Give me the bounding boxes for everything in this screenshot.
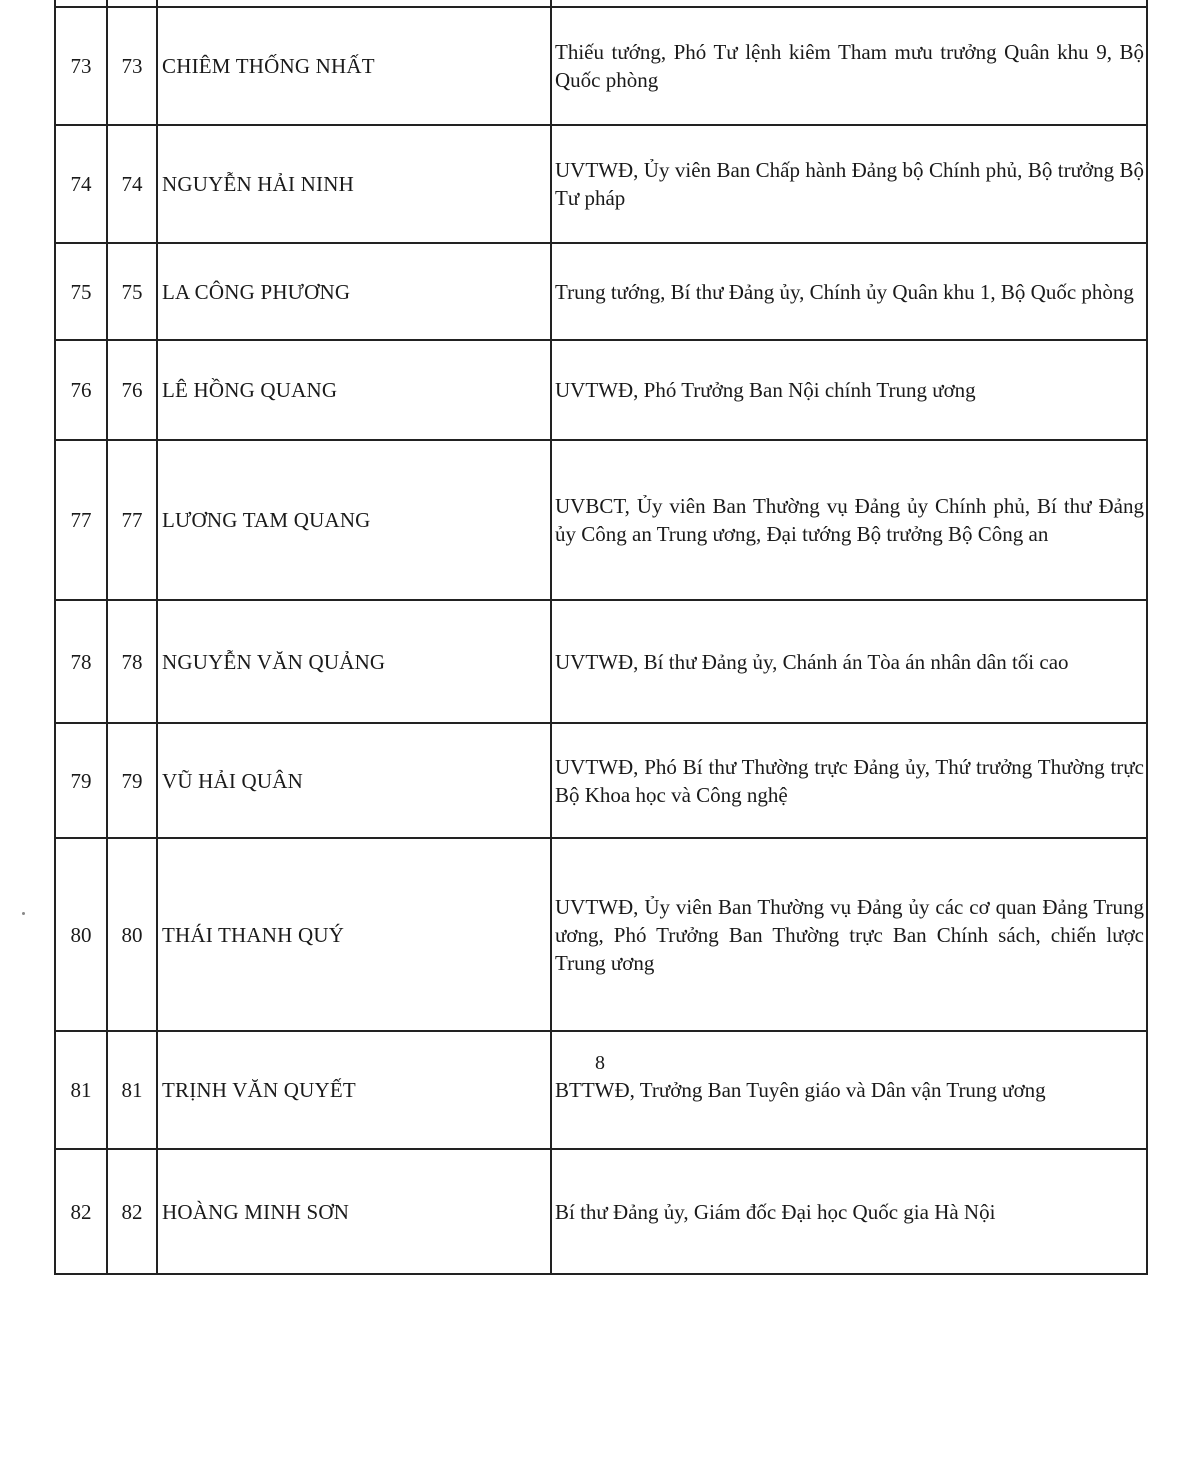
row-number: 76	[55, 340, 107, 440]
candidate-position: Trung tướng, Bí thư Đảng ủy, Chính ủy Quân khu 1, Bộ Quốc phòng	[551, 243, 1147, 340]
table-row	[55, 1149, 1147, 1274]
list-number: 77	[107, 440, 157, 600]
table-row	[55, 7, 1147, 125]
table-continuation-row	[55, 0, 1147, 7]
candidate-name: NGUYỄN VĂN QUẢNG	[157, 600, 551, 723]
candidate-position: UVTWĐ, Ủy viên Ban Thường vụ Đảng ủy các cơ quan Đảng Trung ương, Phó Trưởng Ban Thường trực Ban Chính sách, chiến lược Trung ương	[551, 838, 1147, 1031]
page-number: 8	[595, 1052, 605, 1074]
candidate-position: UVTWĐ, Phó Trưởng Ban Nội chính Trung ương	[551, 340, 1147, 440]
candidate-name: CHIÊM THỐNG NHẤT	[157, 7, 551, 125]
row-number: 79	[55, 723, 107, 838]
table-row	[55, 340, 1147, 440]
row-number: 81	[55, 1031, 107, 1149]
candidate-position: Thiếu tướng, Phó Tư lệnh kiêm Tham mưu trưởng Quân khu 9, Bộ Quốc phòng	[551, 7, 1147, 125]
row-number: 80	[55, 838, 107, 1031]
table-row	[55, 243, 1147, 340]
list-number: 75	[107, 243, 157, 340]
candidate-position: UVTWĐ, Ủy viên Ban Chấp hành Đảng bộ Chính phủ, Bộ trưởng Bộ Tư pháp	[551, 125, 1147, 243]
row-number: 77	[55, 440, 107, 600]
candidate-name: LƯƠNG TAM QUANG	[157, 440, 551, 600]
candidate-name: HOÀNG MINH SƠN	[157, 1149, 551, 1274]
table-row	[55, 440, 1147, 600]
row-number: 73	[55, 7, 107, 125]
table-row	[55, 1031, 1147, 1149]
list-number: 73	[107, 7, 157, 125]
candidate-name: LÊ HỒNG QUANG	[157, 340, 551, 440]
list-number: 74	[107, 125, 157, 243]
candidate-name: THÁI THANH QUÝ	[157, 838, 551, 1031]
candidate-name: VŨ HẢI QUÂN	[157, 723, 551, 838]
row-number: 82	[55, 1149, 107, 1274]
table-row	[55, 125, 1147, 243]
candidate-name: NGUYỄN HẢI NINH	[157, 125, 551, 243]
list-number: 78	[107, 600, 157, 723]
row-number: 78	[55, 600, 107, 723]
list-number: 81	[107, 1031, 157, 1149]
table-row	[55, 838, 1147, 1031]
list-number: 79	[107, 723, 157, 838]
row-number: 74	[55, 125, 107, 243]
candidate-table	[54, 0, 1148, 1275]
candidate-name: TRỊNH VĂN QUYẾT	[157, 1031, 551, 1149]
scan-speck	[22, 912, 25, 915]
table-row	[55, 723, 1147, 838]
list-number: 76	[107, 340, 157, 440]
list-number: 82	[107, 1149, 157, 1274]
table-row	[55, 600, 1147, 723]
candidate-position: Bí thư Đảng ủy, Giám đốc Đại học Quốc gia Hà Nội	[551, 1149, 1147, 1274]
row-number: 75	[55, 243, 107, 340]
list-number: 80	[107, 838, 157, 1031]
candidate-name: LA CÔNG PHƯƠNG	[157, 243, 551, 340]
candidate-position: UVTWĐ, Bí thư Đảng ủy, Chánh án Tòa án nhân dân tối cao	[551, 600, 1147, 723]
candidate-position: BTTWĐ, Trưởng Ban Tuyên giáo và Dân vận Trung ương	[551, 1031, 1147, 1149]
candidate-position: UVBCT, Ủy viên Ban Thường vụ Đảng ủy Chính phủ, Bí thư Đảng ủy Công an Trung ương, Đại tướng Bộ trưởng Bộ Công an	[551, 440, 1147, 600]
candidate-position: UVTWĐ, Phó Bí thư Thường trực Đảng ủy, Thứ trưởng Thường trực Bộ Khoa học và Công nghệ	[551, 723, 1147, 838]
